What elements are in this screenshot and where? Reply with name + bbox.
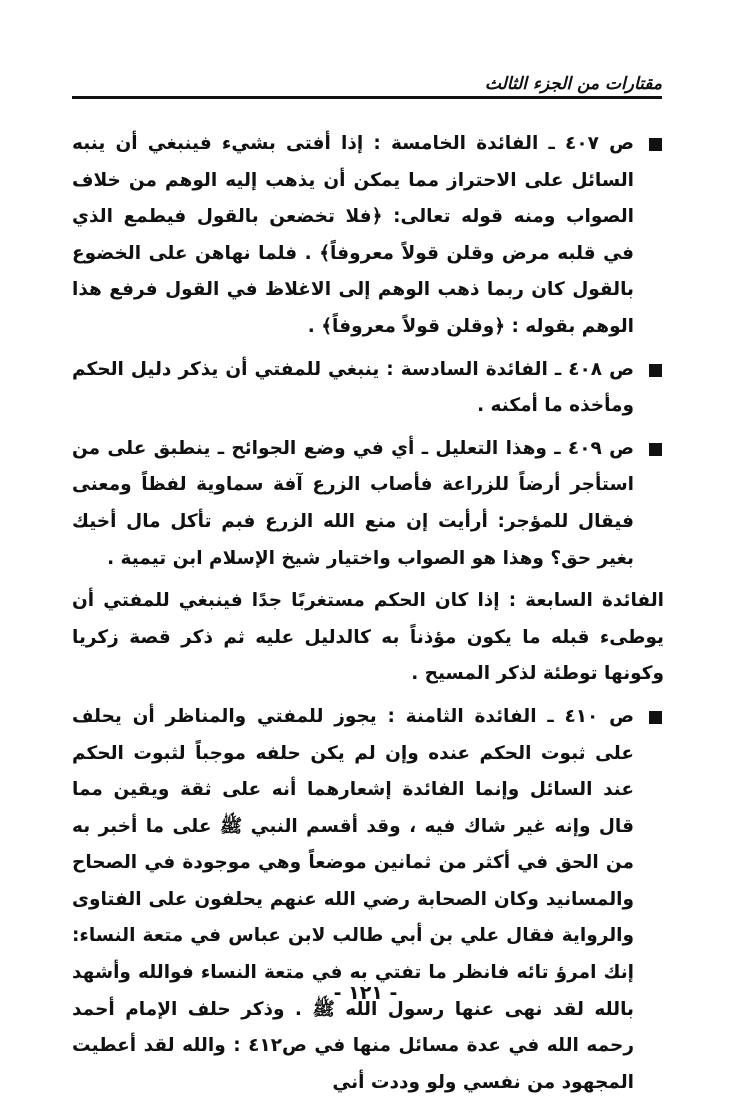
paragraph-text: الفائدة السابعة : إذا كان الحكم مستغربًا جدًا فينبغي للمفتي أن يوطىء قبله ما يكون مؤذناً به كالدليل عليه ثم ذكر قصة زكريا وكونها توطئة لذكر المسيح . <box>72 590 664 685</box>
page-number: - ١٢١ - <box>333 982 398 1004</box>
square-bullet-icon <box>649 443 662 456</box>
square-bullet-icon <box>649 364 662 377</box>
header-title: مقتارات من الجزء الثالث <box>475 72 662 96</box>
square-bullet-icon <box>649 711 662 724</box>
square-bullet-icon <box>649 138 662 151</box>
paragraph-408 <box>72 352 664 425</box>
paragraph-text: ص ٤٠٧ ـ الفائدة الخامسة : إذا أفتى بشيء فينبغي أن ينبه السائل على الاحتراز مما يمكن أن يذهب إليه الوهم من خلاف الصواب ومنه قوله تعالى: ﴿فلا تخضعن بالقول فيطمع الذي في قلبه مرض وقلن قولاً معروفاً﴾ . فلما نهاهن على الخضوع بالقول كان ربما ذهب الوهم إلى الاغلاظ في القول فرفع هذا الوهم بقوله : ﴿وقلن قولاً معروفاً﴾ . <box>72 133 634 337</box>
running-header <box>72 72 662 102</box>
header-rule <box>72 96 662 99</box>
paragraph-407 <box>72 126 664 346</box>
paragraph-409 <box>72 431 664 577</box>
paragraph-text: ص ٤١٠ ـ الفائدة الثامنة : يجوز للمفتي والمناظر أن يحلف على ثبوت الحكم عنده وإن لم يكن حلفه موجباً لثبوت الحكم عند السائل وإنما الفائدة إشعارهما أنه على ثقة ويقين مما قال وإنه غير شاك فيه ، وقد أقسم النبي ﷺ على ما أخبر به من الحق في أكثر من ثمانين موضعاً وهي موجودة في الصحاح والمسانيد وكان الصحابة رضي الله عنهم يحلفون على الفتاوى والرواية فقال علي بن أبي طالب لابن عباس في متعة النساء: إنك امرؤ تائه فانظر ما تفتي به في متعة النساء فوالله وأشهد بالله لقد نهى عنها رسول الله ﷺ . وذكر حلف الإمام أحمد رحمه الله في عدة مسائل منها في ص٤١٢ : والله لقد أعطيت المجهود من نفسي ولو وددت أني <box>72 705 635 1093</box>
page-body <box>72 126 664 1101</box>
paragraph-text: ص ٤٠٨ ـ الفائدة السادسة : ينبغي للمفتي أن يذكر دليل الحكم ومأخذه ما أمكنه . <box>72 358 634 417</box>
paragraph-410 <box>72 699 664 1101</box>
paragraph-text: ص ٤٠٩ ـ وهذا التعليل ـ أي في وضع الجوائح ـ ينطبق على من استأجر أرضاً للزراعة فأصاب الزرع آفة سماوية لفظاً ومعنى فيقال للمؤجر: أرأيت إن منع الله الزرع فبم تأكل مال أخيك بغير حق؟ وهذا هو الصواب واختيار شيخ الإسلام ابن تيمية . <box>72 437 634 569</box>
paragraph-seventh-benefit <box>72 583 664 693</box>
